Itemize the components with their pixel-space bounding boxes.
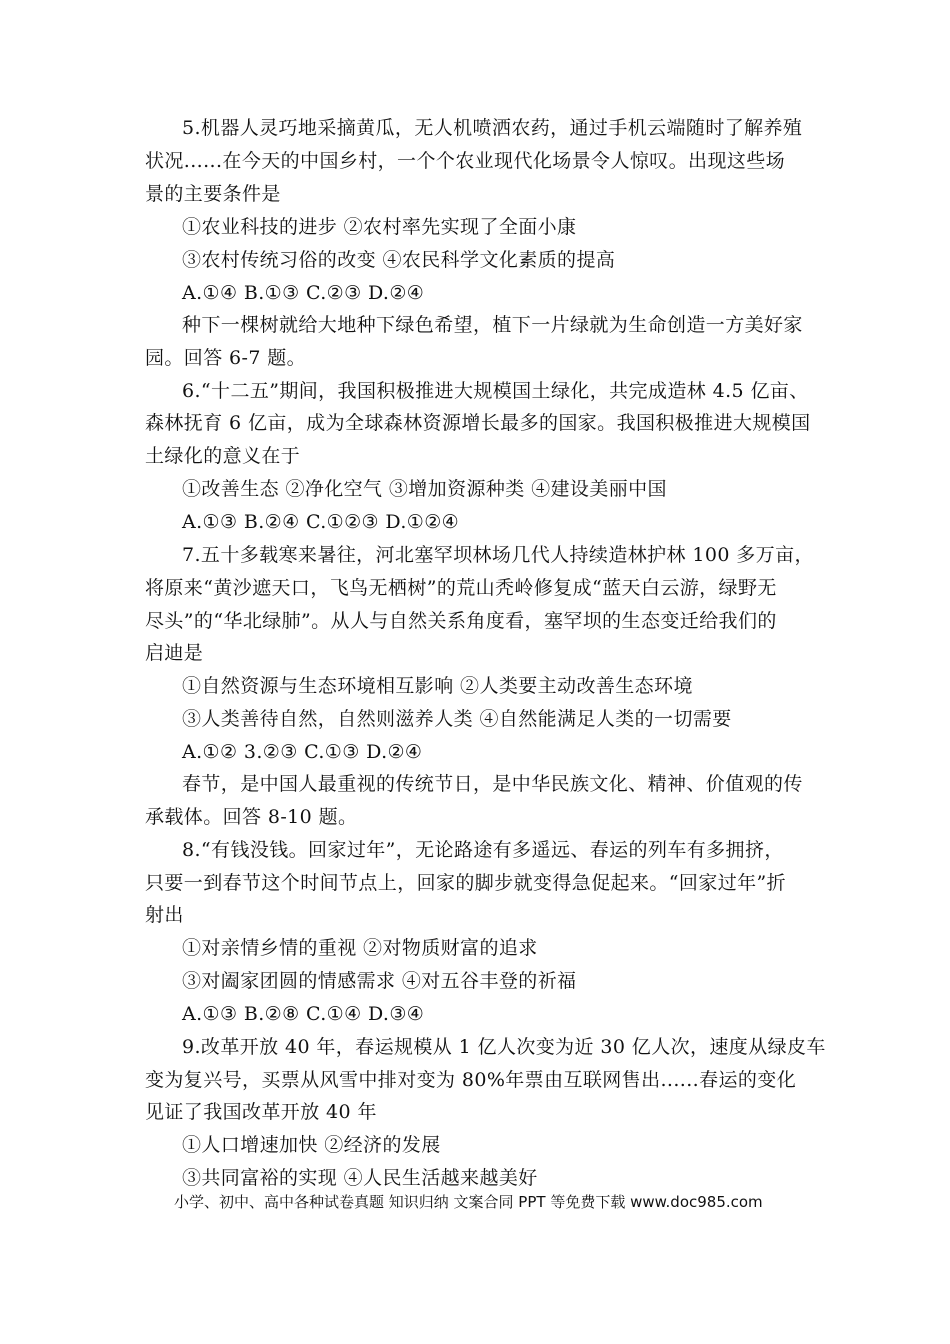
q5-options-line-2: ③农村传统习俗的改变 ④农民科学文化素质的提高 [182, 249, 616, 271]
q7-options-line-1: ①自然资源与生态环境相互影响 ②人类要主动改善生态环境 [182, 675, 693, 697]
q8-stem-line-3: 射出 [145, 904, 184, 926]
q7-options-line-2: ③人类善待自然，自然则滋养人类 ④自然能满足人类的一切需要 [182, 708, 732, 730]
q9-stem-line-2: 变为复兴号，买票从风雪中排对变为 80%年票由互联网售出......春运的变化 [145, 1069, 797, 1091]
q5-stem-line-3: 景的主要条件是 [145, 183, 281, 205]
q7-stem-line-3: 尽头”的“华北绿肺”。从人与自然关系角度看，塞罕坝的生态变迁给我们的 [145, 610, 777, 632]
q9-options-line-2: ③共同富裕的实现 ④人民生活越来越美好 [182, 1167, 538, 1189]
q6-stem-line-2: 森林抚育 6 亿亩，成为全球森林资源增长最多的国家。我国积极推进大规模国 [145, 412, 811, 434]
q6-options-line: ①改善生态 ②净化空气 ③增加资源种类 ④建设美丽中国 [182, 478, 667, 500]
q8-stem-line-1: 8.“有钱没钱。回家过年”，无论路途有多遥远、春运的列车有多拥挤， [182, 839, 784, 861]
q6-stem-line-3: 土绿化的意义在于 [145, 445, 301, 467]
intro-8-10-line-1: 春节，是中国人最重视的传统节日，是中华民族文化、精神、价值观的传 [182, 773, 803, 795]
q7-stem-line-2: 将原来“黄沙遮天口，飞鸟无栖树”的荒山秃岭修复成“蓝天白云游，绿野无 [145, 577, 777, 599]
q5-stem-line-1: 5.机器人灵巧地采摘黄瓜，无人机喷洒农药，通过手机云端随时了解养殖 [182, 117, 803, 139]
intro-8-10-line-2: 承载体。回答 8-10 题。 [145, 806, 358, 828]
q8-stem-line-2: 只要一到春节这个时间节点上，回家的脚步就变得急促起来。“回家过年”折 [145, 872, 787, 894]
q8-options-line-2: ③对阖家团圆的情感需求 ④对五谷丰登的祈福 [182, 970, 577, 992]
q8-answer-choices: A.①③ B.②⑧ C.①④ D.③④ [182, 1003, 425, 1025]
q7-answer-choices: A.①② 3.②③ C.①③ D.②④ [182, 741, 423, 763]
q9-stem-line-1: 9.改革开放 40 年，春运规模从 1 亿人次变为近 30 亿人次，速度从绿皮车 [182, 1036, 826, 1058]
q5-answer-choices: A.①④ B.①③ C.②③ D.②④ [182, 282, 425, 304]
q7-stem-line-1: 7.五十多载寒来暑往，河北塞罕坝林场几代人持续造林护林 100 多万亩， [182, 544, 814, 566]
q8-options-line-1: ①对亲情乡情的重视 ②对物质财富的追求 [182, 937, 538, 959]
intro-6-7-line-2: 园。回答 6-7 题。 [145, 347, 307, 369]
q5-stem-line-2: 状况......在今天的中国乡村，一个个农业现代化场景令人惊叹。出现这些场 [145, 150, 786, 172]
q5-options-line-1: ①农业科技的进步 ②农村率先实现了全面小康 [182, 216, 577, 238]
q9-stem-line-3: 见证了我国改革开放 40 年 [145, 1101, 377, 1123]
q9-options-line-1: ①人口增速加快 ②经济的发展 [182, 1134, 441, 1156]
intro-6-7-line-1: 种下一棵树就给大地种下绿色希望，植下一片绿就为生命创造一方美好家 [182, 314, 803, 336]
page-footer: 小学、初中、高中各种试卷真题 知识归纳 文案合同 PPT 等免费下载 www.doc985.com [174, 1193, 763, 1211]
q7-stem-line-4: 启迪是 [145, 642, 204, 664]
q6-answer-choices: A.①③ B.②④ C.①②③ D.①②④ [182, 511, 460, 533]
q6-stem-line-1: 6.“十二五”期间，我国积极推进大规模国土绿化，共完成造林 4.5 亿亩、 [182, 380, 809, 402]
